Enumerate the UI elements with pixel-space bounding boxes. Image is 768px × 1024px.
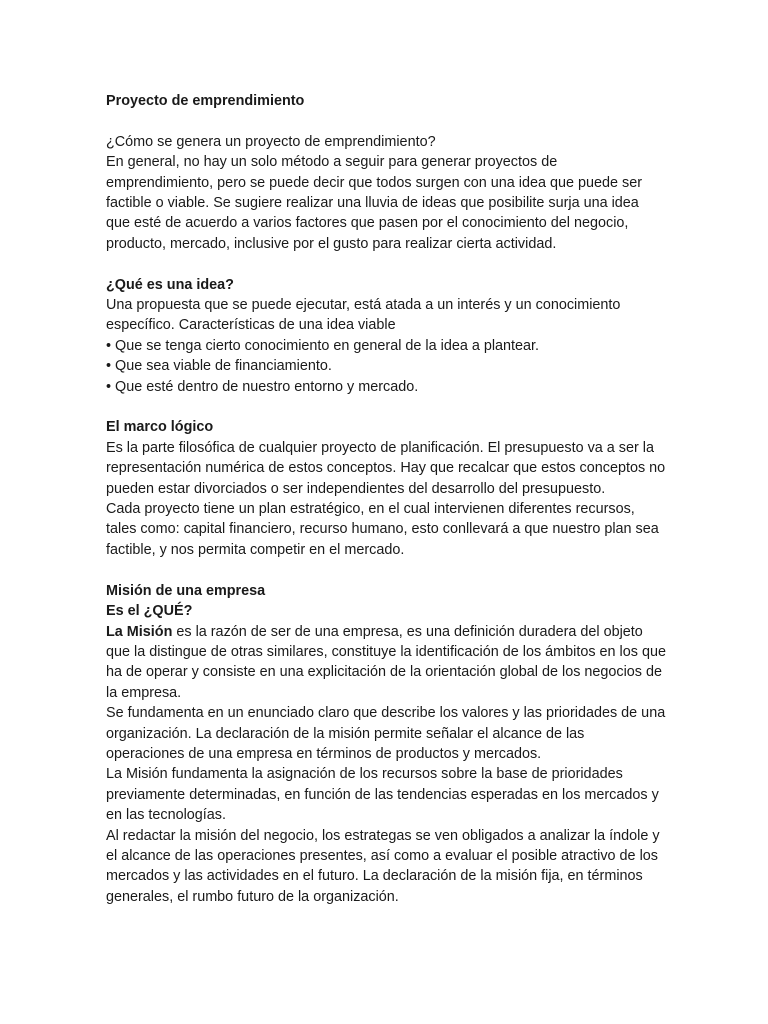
section4-paragraph: Se fundamenta en un enunciado claro que describe los valores y las prioridades de una organización. La declaración de la misión permite señalar el alcance de las operaciones de una empresa en términos de productos y mercados.	[106, 705, 666, 762]
mission-term: La Misión	[106, 623, 173, 640]
section2-heading: ¿Qué es una idea?	[106, 276, 234, 293]
bullet-item: • Que se tenga cierto conocimiento en general de la idea a plantear.	[106, 337, 540, 354]
section4-paragraph: Al redactar la misión del negocio, los estrategas se ven obligados a analizar la índole y el alcance de las operaciones presentes, así como a evaluar el posible atractivo de los mercados y las actividades en el futuro. La declaración de la misión fija, en términos generales, el rumbo futuro de la organización.	[106, 827, 660, 905]
section3-paragraph: Es la parte filosófica de cualquier proyecto de planificación. El presupuesto va a ser la representación numérica de estos conceptos. Hay que recalcar que estos conceptos no pueden estar divorciados o ser independientes del desarrollo del presupuesto.	[106, 439, 666, 497]
spacer	[106, 560, 666, 580]
section2-paragraph: Una propuesta que se puede ejecutar, está atada a un interés y un conocimiento específico. Características de una idea viable	[106, 297, 621, 334]
section4-subheading: Es el ¿QUÉ?	[106, 603, 193, 620]
spacer	[106, 111, 666, 131]
section3-paragraph: Cada proyecto tiene un plan estratégico, en el cual intervienen diferentes recursos, tales como: capital financiero, recurso humano, esto conllevará a que nuestro plan sea factible, y nos permita competir en el mercado.	[106, 501, 659, 558]
section1-question: ¿Cómo se genera un proyecto de emprendimiento?	[106, 133, 436, 150]
spacer	[106, 254, 666, 274]
document-title: Proyecto de emprendimiento	[106, 93, 305, 109]
bullet-item: • Que esté dentro de nuestro entorno y mercado.	[106, 378, 419, 395]
bullet-item: • Que sea viable de financiamiento.	[106, 358, 332, 375]
section4-heading: Misión de una empresa	[106, 582, 266, 599]
section4-paragraph	[106, 622, 666, 704]
document-body	[106, 91, 666, 907]
section4-paragraph: La Misión fundamenta la asignación de los recursos sobre la base de prioridades previamente determinadas, en función de las tendencias esperadas en los mercados y en las tecnologías.	[106, 766, 659, 824]
section1-paragraph: En general, no hay un solo método a seguir para generar proyectos de emprendimiento, pero se puede decir que todos surgen con una idea que puede ser factible o viable. Se sugiere realizar una lluvia de ideas que posibilite surja una idea que esté de acuerdo a varios factores que pasen por el conocimiento del negocio, producto, mercado, inclusive por el gusto para realizar cierta actividad.	[106, 154, 643, 252]
spacer	[106, 397, 666, 417]
mission-definition: es la razón de ser de una empresa, es una definición duradera del objeto que la distingue de otras similares, constituye la identificación de los ámbitos en los que ha de operar y consiste en una explicitación de la orientación global de los negocios de la empresa.	[106, 623, 666, 701]
section3-heading: El marco lógico	[106, 419, 214, 436]
